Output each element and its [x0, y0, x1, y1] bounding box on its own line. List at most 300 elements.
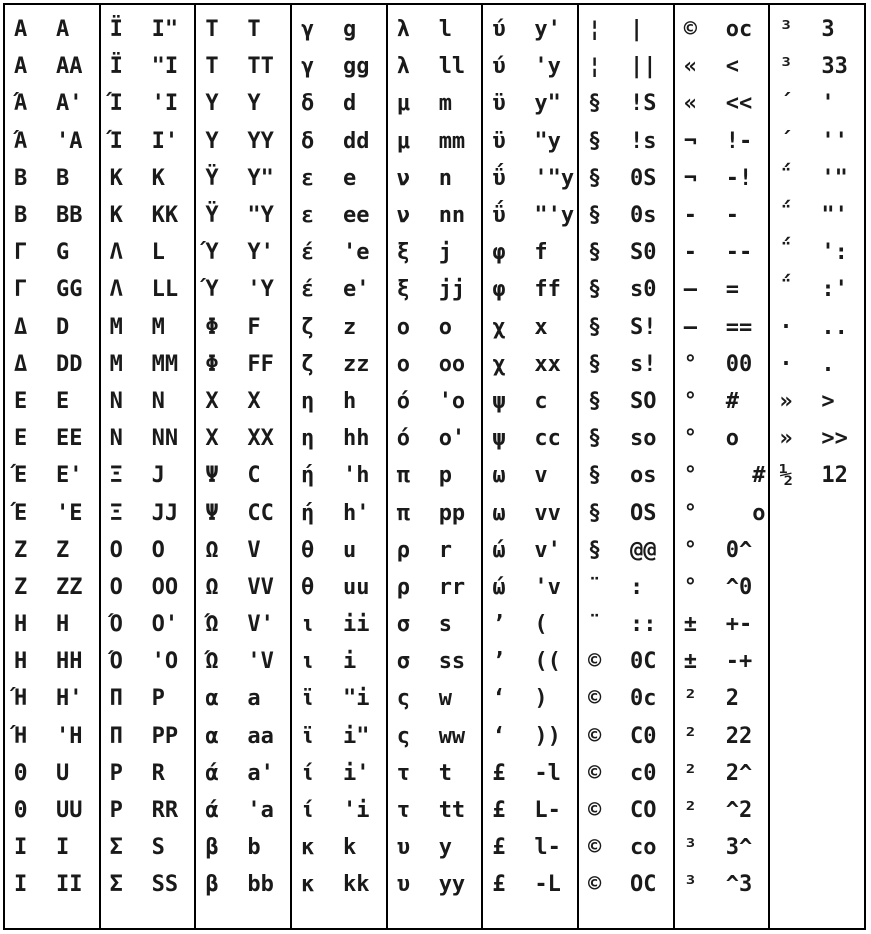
table-row	[675, 383, 769, 420]
table-row	[5, 48, 99, 85]
table-row	[675, 755, 769, 792]
ascii-transliteration: 'Y	[247, 277, 274, 303]
table-column	[101, 5, 197, 928]
table-row	[101, 48, 195, 85]
ascii-transliteration: 00	[725, 351, 753, 377]
table-row	[579, 829, 673, 866]
greek-char: Θ	[14, 798, 28, 824]
greek-char: Ύ	[205, 240, 219, 266]
ascii-transliteration: l	[438, 17, 452, 43]
ascii-transliteration: 0S	[630, 165, 657, 191]
table-row	[483, 383, 577, 420]
ascii-transliteration: I'	[151, 128, 179, 154]
ascii-transliteration: OC	[630, 872, 657, 898]
table-column	[388, 5, 484, 928]
table-row	[101, 866, 195, 903]
table-row	[101, 457, 195, 494]
ascii-transliteration: :	[630, 574, 644, 600]
greek-char: °	[683, 426, 697, 452]
table-row	[196, 643, 290, 680]
table-row	[770, 123, 864, 160]
greek-char: Π	[109, 723, 123, 749]
table-row	[483, 494, 577, 531]
ascii-transliteration: B	[56, 165, 70, 191]
greek-char: Z	[14, 537, 28, 563]
table-row	[483, 346, 577, 383]
ascii-transliteration: x	[534, 314, 548, 340]
greek-char: χ	[492, 351, 506, 377]
table-row	[5, 457, 99, 494]
ascii-transliteration: vv	[534, 500, 561, 526]
table-row	[388, 346, 482, 383]
table-column	[292, 5, 388, 928]
greek-char: Σ	[109, 872, 123, 898]
ascii-transliteration: L-	[534, 798, 561, 824]
greek-char: ΰ	[492, 165, 506, 191]
ascii-transliteration: hh	[343, 426, 370, 452]
ascii-transliteration: aa	[247, 723, 274, 749]
table-row	[101, 197, 195, 234]
greek-char: T	[205, 54, 219, 80]
ascii-transliteration: u	[343, 537, 357, 563]
ascii-transliteration: E'	[56, 463, 83, 489]
table-row	[579, 234, 673, 271]
greek-char: A	[14, 17, 28, 43]
table-row	[101, 792, 195, 829]
ascii-transliteration: ==	[725, 314, 753, 340]
greek-char: A	[14, 54, 28, 80]
greek-char: ά	[205, 760, 219, 786]
greek-char: ζ	[301, 314, 315, 340]
table-row	[101, 532, 195, 569]
greek-char: ό	[396, 426, 410, 452]
ascii-transliteration: 'a	[247, 798, 274, 824]
ascii-transliteration: uu	[343, 574, 370, 600]
greek-char: §	[588, 463, 602, 489]
table-row	[483, 48, 577, 85]
ascii-transliteration: >>	[821, 426, 848, 452]
greek-char: £	[492, 872, 506, 898]
ascii-transliteration: -L	[534, 872, 561, 898]
table-row	[388, 866, 482, 903]
ascii-transliteration: os	[630, 463, 657, 489]
greek-char: Π	[109, 686, 123, 712]
greek-char: Y	[205, 91, 219, 117]
table-row	[483, 680, 577, 717]
greek-char: Γ	[14, 277, 28, 303]
ascii-transliteration: ::	[630, 612, 657, 638]
table-row	[675, 494, 769, 531]
table-row	[579, 271, 673, 308]
ascii-transliteration: BB	[56, 203, 83, 229]
ascii-transliteration: ^0	[725, 574, 753, 600]
table-row	[483, 792, 577, 829]
ascii-transliteration: p	[438, 463, 452, 489]
ascii-transliteration: 'y	[534, 54, 561, 80]
greek-char: ·	[779, 314, 793, 340]
ascii-transliteration: ^2	[725, 798, 753, 824]
ascii-transliteration: C	[247, 463, 261, 489]
table-row	[292, 457, 386, 494]
ascii-transliteration: v	[534, 463, 548, 489]
ascii-transliteration: K	[151, 165, 165, 191]
table-row	[292, 606, 386, 643]
table-row	[196, 680, 290, 717]
ascii-transliteration: F	[247, 314, 261, 340]
ascii-transliteration: "'	[821, 203, 848, 229]
ascii-transliteration: e	[343, 165, 357, 191]
greek-char: N	[109, 426, 123, 452]
table-row	[483, 866, 577, 903]
greek-char: X	[205, 426, 219, 452]
table-row	[770, 197, 864, 234]
ascii-transliteration: M	[151, 314, 165, 340]
greek-char: ϋ	[492, 91, 506, 117]
ascii-transliteration: 3^	[725, 835, 753, 861]
table-row	[196, 234, 290, 271]
ascii-transliteration: X	[247, 388, 261, 414]
ascii-transliteration: s!	[630, 351, 657, 377]
greek-char: §	[588, 500, 602, 526]
table-row	[579, 457, 673, 494]
ascii-transliteration: y"	[534, 91, 561, 117]
greek-char: Ϊ	[109, 54, 123, 80]
table-row	[579, 197, 673, 234]
greek-char: Ϋ	[205, 165, 219, 191]
greek-char: ζ	[301, 351, 315, 377]
table-row	[675, 569, 769, 606]
table-row	[770, 271, 864, 308]
table-row	[579, 123, 673, 160]
greek-char: «	[683, 91, 697, 117]
ascii-transliteration: 2	[725, 686, 739, 712]
greek-char: Ϋ	[205, 203, 219, 229]
table-row	[5, 569, 99, 606]
ascii-transliteration: 0C	[630, 649, 657, 675]
table-row	[483, 123, 577, 160]
table-row	[101, 383, 195, 420]
ascii-transliteration: 'h	[343, 463, 370, 489]
table-row	[196, 11, 290, 48]
ascii-transliteration: y'	[534, 17, 561, 43]
table-row	[388, 160, 482, 197]
ascii-transliteration: h	[343, 388, 357, 414]
table-row	[483, 643, 577, 680]
table-row	[579, 85, 673, 122]
greek-char: §	[588, 351, 602, 377]
greek-char: ¬	[683, 128, 697, 154]
greek-char: τ	[396, 760, 410, 786]
table-row	[579, 383, 673, 420]
ascii-transliteration: ss	[438, 649, 466, 675]
ascii-transliteration: xx	[534, 351, 561, 377]
greek-char: π	[396, 463, 410, 489]
ascii-transliteration: 'O	[151, 649, 179, 675]
greek-char: Ά	[14, 91, 28, 117]
greek-char: Φ	[205, 314, 219, 340]
table-row	[101, 271, 195, 308]
greek-char: ώ	[492, 574, 506, 600]
table-row	[770, 309, 864, 346]
table-row	[196, 346, 290, 383]
table-row	[5, 346, 99, 383]
ascii-transliteration: pp	[438, 500, 466, 526]
table-row	[101, 643, 195, 680]
greek-char: -	[683, 203, 697, 229]
ascii-transliteration: AA	[56, 54, 83, 80]
greek-char: ά	[205, 798, 219, 824]
table-row	[5, 643, 99, 680]
table-row	[675, 48, 769, 85]
table-row	[196, 494, 290, 531]
ascii-transliteration: "'y	[534, 203, 575, 229]
table-row	[5, 829, 99, 866]
greek-char: Φ	[205, 351, 219, 377]
ascii-transliteration: o	[438, 314, 452, 340]
table-row	[675, 718, 769, 755]
ascii-transliteration: D	[56, 314, 70, 340]
greek-char: Ό	[109, 649, 123, 675]
ascii-transliteration: o'	[438, 426, 466, 452]
greek-char: E	[14, 426, 28, 452]
table-row	[292, 11, 386, 48]
table-row	[675, 420, 769, 457]
table-row	[292, 160, 386, 197]
ascii-transliteration: =	[725, 277, 739, 303]
greek-char: ΄	[779, 128, 793, 154]
ascii-transliteration: CC	[247, 500, 274, 526]
ascii-transliteration: L	[151, 240, 165, 266]
greek-char: ¬	[683, 165, 697, 191]
ascii-transliteration: 'e	[343, 240, 370, 266]
table-row	[5, 792, 99, 829]
ascii-transliteration: Y"	[247, 165, 274, 191]
ascii-transliteration: I"	[151, 17, 179, 43]
greek-char: ¨	[588, 574, 602, 600]
table-row	[675, 346, 769, 383]
table-row	[388, 271, 482, 308]
greek-char: ²	[683, 723, 697, 749]
table-row	[483, 85, 577, 122]
greek-char: ³	[683, 835, 697, 861]
greek-char: ±	[683, 612, 697, 638]
greek-char: ω	[492, 500, 506, 526]
ascii-transliteration: -	[725, 203, 739, 229]
table-row	[196, 866, 290, 903]
ascii-transliteration: YY	[247, 128, 274, 154]
ascii-transliteration: 'I	[151, 91, 179, 117]
ascii-transliteration: c	[534, 388, 548, 414]
greek-char: Λ	[109, 277, 123, 303]
table-column	[579, 5, 675, 928]
table-row	[292, 420, 386, 457]
table-row	[292, 829, 386, 866]
greek-char: ³	[779, 54, 793, 80]
ascii-transliteration: @@	[630, 537, 657, 563]
greek-char: »	[779, 426, 793, 452]
greek-char: λ	[396, 54, 410, 80]
ascii-transliteration: C0	[630, 723, 657, 749]
table-row	[196, 792, 290, 829]
ascii-transliteration: ':	[821, 240, 848, 266]
greek-char: ή	[301, 463, 315, 489]
greek-char: ό	[396, 388, 410, 414]
greek-char: N	[109, 388, 123, 414]
table-row	[579, 718, 673, 755]
greek-char: Λ	[109, 240, 123, 266]
ascii-transliteration: 22	[725, 723, 753, 749]
ascii-transliteration: tt	[438, 798, 466, 824]
greek-char: Γ	[14, 240, 28, 266]
greek-char: ³	[683, 872, 697, 898]
ascii-transliteration: yy	[438, 872, 466, 898]
table-row	[196, 569, 290, 606]
greek-char: ©	[588, 798, 602, 824]
table-row	[196, 755, 290, 792]
greek-char: ²	[683, 686, 697, 712]
table-row	[292, 309, 386, 346]
ascii-transliteration: SO	[630, 388, 657, 414]
table-row	[675, 85, 769, 122]
ascii-transliteration: XX	[247, 426, 274, 452]
table-row	[292, 234, 386, 271]
table-row	[770, 457, 864, 494]
greek-char: Ύ	[205, 277, 219, 303]
greek-char: °	[683, 351, 697, 377]
ascii-transliteration: P	[151, 686, 165, 712]
greek-char: ΅	[779, 165, 793, 191]
ascii-transliteration: bb	[247, 872, 274, 898]
ascii-transliteration: cc	[534, 426, 561, 452]
table-row	[101, 420, 195, 457]
table-row	[770, 160, 864, 197]
table-row	[196, 532, 290, 569]
ascii-transliteration: g	[343, 17, 357, 43]
greek-char: δ	[301, 128, 315, 154]
table-row	[388, 48, 482, 85]
greek-char: P	[109, 798, 123, 824]
ascii-transliteration: DD	[56, 351, 83, 377]
greek-char: γ	[301, 17, 315, 43]
greek-char: ½	[779, 463, 793, 489]
greek-char: ξ	[396, 277, 410, 303]
ascii-transliteration: ii	[343, 612, 370, 638]
ascii-transliteration: '"y	[534, 165, 575, 191]
table-row	[196, 197, 290, 234]
greek-char: ξ	[396, 240, 410, 266]
table-row	[196, 160, 290, 197]
ascii-transliteration: A'	[56, 91, 83, 117]
ascii-transliteration: v'	[534, 537, 561, 563]
greek-char: M	[109, 351, 123, 377]
table-row	[770, 420, 864, 457]
transliteration-table	[3, 3, 866, 930]
ascii-transliteration: co	[630, 835, 657, 861]
greek-char: ς	[396, 723, 410, 749]
table-row	[388, 792, 482, 829]
table-column	[5, 5, 101, 928]
ascii-transliteration: 3	[821, 17, 835, 43]
ascii-transliteration: gg	[343, 54, 370, 80]
greek-char: τ	[396, 798, 410, 824]
greek-char: Ω	[205, 537, 219, 563]
greek-char: φ	[492, 240, 506, 266]
ascii-transliteration: k	[343, 835, 357, 861]
ascii-transliteration: FF	[247, 351, 274, 377]
ascii-transliteration: d	[343, 91, 357, 117]
greek-char: ς	[396, 686, 410, 712]
table-row	[5, 383, 99, 420]
ascii-transliteration: zz	[343, 351, 370, 377]
ascii-transliteration: UU	[56, 798, 83, 824]
ascii-transliteration: j	[438, 240, 452, 266]
greek-char: ΄	[779, 91, 793, 117]
greek-char: °	[683, 574, 697, 600]
table-row	[483, 532, 577, 569]
ascii-transliteration: oc	[725, 17, 753, 43]
greek-char: μ	[396, 128, 410, 154]
table-row	[388, 718, 482, 755]
greek-char: «	[683, 54, 697, 80]
greek-char: H	[14, 649, 28, 675]
greek-char: O	[109, 537, 123, 563]
ascii-transliteration: ff	[534, 277, 561, 303]
ascii-transliteration: U	[56, 760, 70, 786]
ascii-transliteration: Y'	[247, 240, 274, 266]
ascii-transliteration: kk	[343, 872, 370, 898]
table-row	[388, 494, 482, 531]
ascii-transliteration: V	[247, 537, 261, 563]
greek-char: Ώ	[205, 612, 219, 638]
ascii-transliteration: JJ	[151, 500, 179, 526]
greek-char: γ	[301, 54, 315, 80]
ascii-transliteration: Y	[247, 91, 261, 117]
greek-char: η	[301, 426, 315, 452]
greek-char: ―	[683, 277, 697, 303]
greek-char: ο	[396, 351, 410, 377]
table-row	[770, 383, 864, 420]
table-row	[196, 718, 290, 755]
greek-char: ί	[301, 760, 315, 786]
table-row	[483, 755, 577, 792]
ascii-transliteration: r	[438, 537, 452, 563]
table-row	[5, 866, 99, 903]
greek-char: ©	[588, 872, 602, 898]
greek-char: ψ	[492, 388, 506, 414]
greek-char: ²	[683, 798, 697, 824]
greek-char: ν	[396, 203, 410, 229]
table-row	[101, 569, 195, 606]
greek-char: υ	[396, 872, 410, 898]
table-row	[292, 383, 386, 420]
greek-char: λ	[396, 17, 410, 43]
greek-char: Ή	[14, 723, 28, 749]
ascii-transliteration: -l	[534, 760, 561, 786]
greek-char: §	[588, 314, 602, 340]
ascii-transliteration: f	[534, 240, 548, 266]
table-row	[101, 606, 195, 643]
ascii-transliteration: #	[725, 388, 739, 414]
table-row	[196, 606, 290, 643]
greek-char: §	[588, 426, 602, 452]
greek-char: §	[588, 91, 602, 117]
table-column	[675, 5, 771, 928]
greek-char: ν	[396, 165, 410, 191]
table-row	[770, 234, 864, 271]
ascii-transliteration: "Y	[247, 203, 274, 229]
greek-char: Ώ	[205, 649, 219, 675]
table-row	[5, 420, 99, 457]
